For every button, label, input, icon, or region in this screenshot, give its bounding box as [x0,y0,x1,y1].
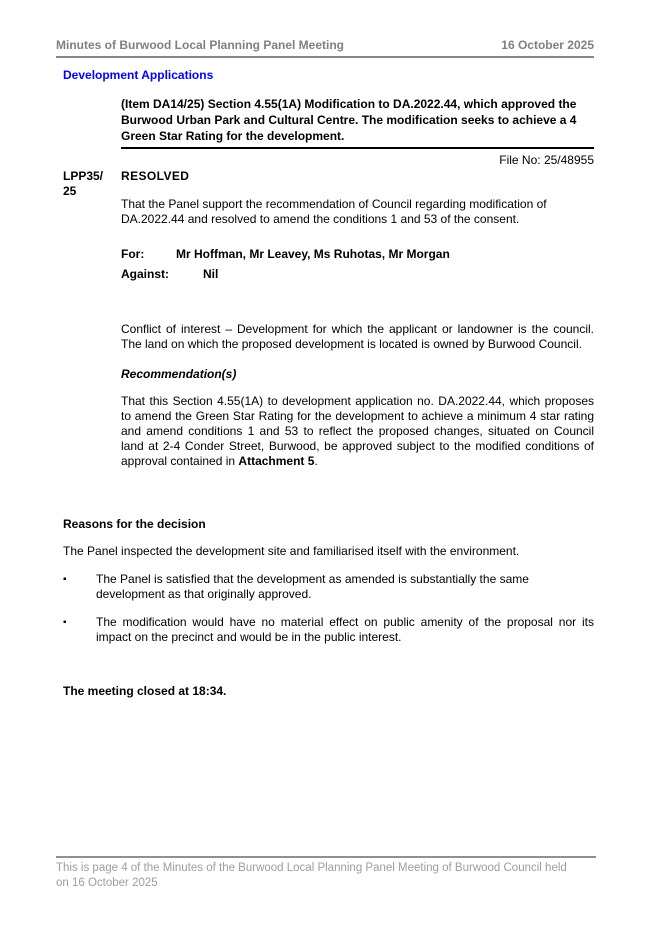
reasons-heading: Reasons for the decision [63,517,206,531]
section-heading-development-applications: Development Applications [63,68,214,82]
reason-bullet-2-text: The modification would have no material effect on public amenity of the proposal nor its impact on the precinct and would be in the public interest. [96,615,594,644]
conflict-of-interest-text: Conflict of interest – Development for which the applicant or landowner is the council. The land on which the proposed development is located is owned by Burwood Council. [121,322,594,351]
header-title: Minutes of Burwood Local Planning Panel Meeting [56,38,345,52]
reasons-intro: The Panel inspected the development site and familiarised itself with the environment. [63,544,520,558]
page-footer [56,856,596,891]
resolution-block [63,169,594,469]
resolution-number [63,169,121,469]
meeting-closed-line: The meeting closed at 18:34. [63,684,227,698]
resolved-heading: RESOLVED [121,169,190,183]
vote-for-row [121,247,594,262]
bullet-icon: ▪ [63,574,67,585]
header-date: 16 October 2025 [501,38,594,52]
footer-text: This is page 4 of the Minutes of the Burwood Local Planning Panel Meeting of Burwood Council held on 16 October 2025 [56,862,567,889]
resolution-body [121,169,594,469]
vote-against-row [121,267,594,282]
item-heading: (Item DA14/25) Section 4.55(1A) Modification to DA.2022.44, which approved the Burwood Urban Park and Cultural Centre. The modification seeks to achieve a 4 Green Star Rating for the development. [121,96,594,149]
bullet-icon: ▪ [63,617,67,628]
reason-bullet-1 [63,572,594,602]
page-header [56,38,594,58]
resolution-text: That the Panel support the recommendation of Council regarding modification of DA.2022.44 and resolved to amend the conditions 1 and 53 of the consent. [121,197,547,226]
vote-against-value: Nil [203,267,219,281]
reason-bullet-2 [63,615,594,645]
file-number: File No: 25/48955 [499,153,594,167]
vote-for-label: For: [121,247,145,261]
recommendation-attachment-ref: Attachment 5 [238,454,315,468]
vote-for-names: Mr Hoffman, Mr Leavey, Ms Ruhotas, Mr Morgan [176,247,450,261]
recommendation-text [121,394,594,469]
document-body [63,68,594,699]
resolution-number-line2: 25 [63,184,77,198]
recommendation-heading: Recommendation(s) [121,367,237,381]
reason-bullet-1-text: The Panel is satisfied that the development as amended is substantially the same development as that originally approved. [96,572,529,601]
vote-against-label: Against: [121,267,169,281]
recommendation-text-main: That this Section 4.55(1A) to development application no. DA.2022.44, which proposes to amend the Green Star Rating for the development to achieve a minimum 4 star rating and amend conditions 1 and 53 to reflect the proposed changes, situated on Council land at 2-4 Conder Street, Burwood, be approved subject to the modified conditions of approval contained in [121,394,594,468]
resolution-number-line1: LPP35/ [63,169,104,183]
recommendation-text-tail: . [314,454,318,468]
